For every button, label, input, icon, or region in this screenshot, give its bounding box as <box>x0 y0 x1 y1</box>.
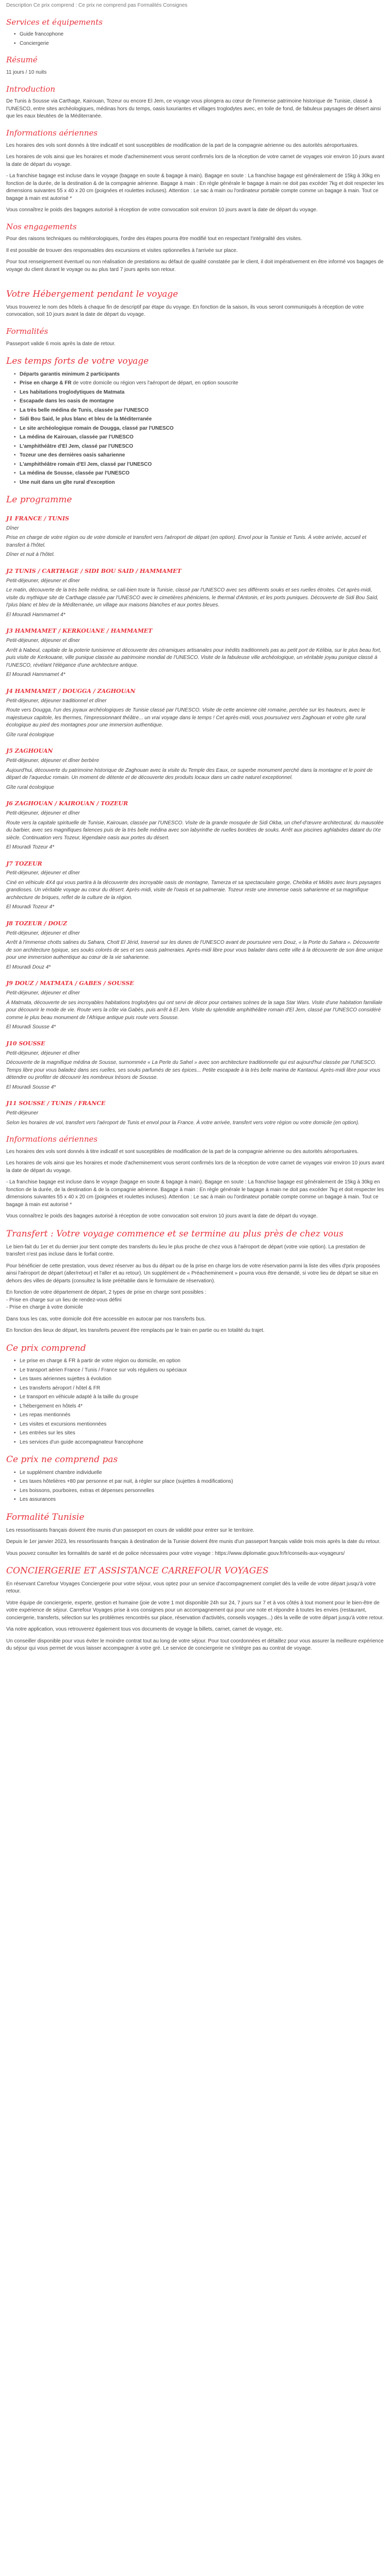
list-item: • Le supplément chambre individuelle <box>20 1469 385 1477</box>
list-item: • Le transport aérien France / Tunis / France sur vols réguliers ou spéciaux <box>20 1367 385 1375</box>
day-line: Aujourd'hui, découverte du patrimoine historique de Zaghouan avec la visite du Temple des Eaux, ce superbe monument perché dans la montagne et le point de départ de l'aqueduc romain. Un moment de détente et de découverte des produits locaux dans un cadre naturel exceptionnel. <box>6 767 373 781</box>
day-block <box>6 810 385 852</box>
formalite-paragraph: Vous pouvez consulter les formalités de santé et de police nécessaires pour votre voyage : https://www.diplomatie.gouv.fr/fr/conseils-aux-voyageurs/ <box>6 1550 345 1556</box>
list-item: • Les repas mentionnés <box>20 1412 385 1419</box>
day-block <box>6 990 385 1031</box>
list-item-bold: La très belle médina de Tunis, classée par l'UNESCO <box>20 407 149 413</box>
day-title: J2 TUNIS / CARTHAGE / SIDI BOU SAID / HAMMAMET <box>6 567 182 574</box>
transfert-paragraph: En fonction des lieux de départ, les transferts peuvent être remplacés par le train en partie ou en totalité du trajet. <box>6 1328 265 1334</box>
list-item-bold: Une nuit dans un gîte rural d'exception <box>20 479 115 485</box>
services-title: Services et équipements <box>6 17 103 27</box>
ne-comprend-list <box>6 1469 385 1504</box>
programme <box>6 515 385 1127</box>
hebergement-text: Vous trouverez le nom des hôtels à chaque fin de descriptif par étape du voyage. En fonction de la saison, ils vous seront communiqués à réception de votre convocation, soit 10 jours avant la date de départ du voyage. <box>6 304 364 318</box>
list-item: • Le prise en charge & FR à partir de votre région ou domicile, en option <box>20 1358 385 1365</box>
intro-title: Introduction <box>6 84 55 94</box>
day-block <box>6 1050 385 1092</box>
day-block <box>6 1110 385 1127</box>
conciergerie-paragraph: Un conseiller disponible pour vous éviter le moindre contrat tout au long de votre séjour. Pour tout coordonnées et détaillez pour vous assurer la meilleure expérience du séjour qui vous permet de vous laisser accompagner à votre gré. Le service de conciergerie ne s'intègre pas au contrat de voyage. <box>6 1638 384 1652</box>
transfert-paragraph: Pour bénéficier de cette prestation, vous devez réserver au bus du départ ou de la prise en charge lors de votre réservation parmi la liste des villes d'prix proposées ainsi l'aéroport de départ (aller/retour) et l'aller et au retour). Un supplément de « Préacheminement » pourra vous être demandé, si votre lieu de départ se situe en dehors des villes de départs (consultez la liste préétablie dans le formulaire de réservation). <box>6 1263 380 1284</box>
list-item <box>20 380 385 387</box>
info-paragraph: - La franchise bagage est incluse dans le voyage (bagage en soute & bagage à main). Bagage en soute : La franchise bagage est généralement de 15kg à 30kg en fonction de la durée, de la destination & de la compagnie aérienne. Bagage à main : En règle générale le bagage à main ne doit pas excéder 7kg et doit respecter les dimensions suivantes 55 x 40 x 20 cm (poignées et roulettes incluses). Attention : Le sac à main ou l'ordinateur portable compte comme un bagage à main. Tout ce bagage à main est autorisé * <box>6 173 384 201</box>
day-line: Gîte rural écologique <box>6 732 54 738</box>
temps-forts-list <box>6 371 385 487</box>
day-line: El Mouradi Sousse 4* <box>6 1024 56 1030</box>
formalite-paragraph: Depuis le 1er janvier 2023, les ressortissants français à destination de la Tunisie doivent être munis d'un passeport français valide trois mois après la date du retour. <box>6 1539 381 1545</box>
list-item <box>20 434 385 442</box>
transfert-title: Transfert : Votre voyage commence et se termine au plus près de chez vous <box>6 1228 344 1239</box>
day-line: Petit-déjeuner, déjeuner traditionnel et dîner <box>6 698 107 704</box>
day-line: Petit-déjeuner, déjeuner et dîner <box>6 870 80 876</box>
conciergerie-title: CONCIERGERIE ET ASSISTANCE CARREFOUR VOYAGES <box>6 1566 269 1577</box>
day-title: J6 ZAGHOUAN / KAIROUAN / TOZEUR <box>6 800 128 807</box>
list-item-bold: Les habitations troglodytiques de Matmata <box>20 389 125 395</box>
formalites-title: Formalités <box>6 326 48 336</box>
day-line: Prise en charge de votre région ou de votre domicile et transfert vers l'aéroport de départ (en option). Envol pour la Tunisie et Tunis. À votre arrivée, accueil et transfert à l'hôtel. <box>6 535 367 548</box>
day-line: Petit-déjeuner <box>6 1110 39 1116</box>
info-paragraph: Les horaires des vols sont donnés à titre indicatif et sont susceptibles de modification de la part de la compagnie aérienne ou des autorités aéroportuaires. <box>6 142 359 148</box>
comprend-title: Ce prix comprend <box>6 1343 86 1353</box>
info2-paragraph: Les horaires de vols ainsi que les horaires et mode d'acheminement vous seront confirmés lors de la réception de votre carnet de voyages voir environ 10 jours avant la date de départ du voyage. <box>6 1160 384 1174</box>
day-line: El Mouradi Sousse 4* <box>6 1084 56 1090</box>
list-item <box>20 407 385 415</box>
day-line: Petit-déjeuner, déjeuner et dîner <box>6 810 80 817</box>
transfert-paragraph: En fonction de votre département de départ, 2 types de prise en charge sont possibles : - Prise en charge sur un lieu de rendez-vous défini - Prise en charge à votre domicile <box>6 1290 207 1311</box>
list-item <box>20 389 385 397</box>
day-block <box>6 578 385 619</box>
list-item-bold: Tozeur une des dernières oasis saharienne <box>20 452 125 459</box>
conciergerie-paragraph: Via notre application, vous retrouverez également tous vos documents de voyage la billets, carnet, carnet de voyage, etc. <box>6 1626 283 1633</box>
temps-forts-title: Les temps forts de votre voyage <box>6 356 149 367</box>
day-title: J7 TOZEUR <box>6 860 42 867</box>
engagements-title: Nos engagements <box>6 222 77 231</box>
day-line: Petit-déjeuner, déjeuner et dîner <box>6 990 80 996</box>
day-line: Petit-déjeuner, déjeuner et dîner <box>6 1050 80 1056</box>
list-item-bold: Le site archéologique romain de Dougga, classé par l'UNESCO <box>20 425 174 431</box>
engagements-paragraph: Il est possible de trouver des responsables des excursions et visites optionnelles à l'arrivée sur place. <box>6 247 238 253</box>
info2-title: Informations aériennes <box>6 1134 98 1144</box>
conciergerie-paragraph: Votre équipe de conciergerie, experte, gestion et humaine (joie de votre 1 mot disponible 24h sur 24, 7 jours sur 7 et à vos côtés à tout moment pour le bien-être de votre expérience de séjour. Carrefour Voyages prise à vos consignes pour un accompagnement qui pour une note et répondre à toutes les envies (restaurant, conciergerie, transferts, sélection sur les problèmes rencontrés sur place, réservation d'activités, conseils voyages...) dès la veille de votre départ jusqu'à votre retour. <box>6 1600 384 1621</box>
list-item-bold: L'amphithéâtre romain d'El Jem, classé par l'UNESCO <box>20 461 152 467</box>
day-title: J1 FRANCE / TUNIS <box>6 515 69 522</box>
list-item <box>20 398 385 405</box>
day-title: J3 HAMMAMET / KERKOUANE / HAMMAMET <box>6 628 153 635</box>
conciergerie-paragraph: En réservant Carrefour Voyages Conciergerie pour votre séjour, vous optez pour un service d'accompagnement complet dès la veille de votre départ jusqu'à votre retour. <box>6 1581 376 1595</box>
day-line: El Mouradi Tozeur 4* <box>6 844 55 851</box>
day-block <box>6 757 385 791</box>
day-line: Arrêt à Nabeul, capitale de la poterie tunisienne et découverte des céramiques artisanales pour inédits traditionnels pas au petit port de Kélibia, sur le plus beau fort, puis visite de Kerkouane, ville punique classée au patrimoine mondial de l'UNESCO. Visite de la fabuleuse ville archéologique, un véritable joyau punique classé à l'UNESCO, révélant l'élégance d'une architecture antique. <box>6 647 382 668</box>
day-line: Le matin, découverte de la très belle médina, se cali-bien toute la Tunisie, classé par l'UNESCO avec ses différents souks et ses ruelles étroites. Cet après-midi, visite du mythique site de Carthage classée par l'UNESCO avec le cimetières phéniciens, le thermal d'Antonin, et les ports puniques. Découverte de Sidi Bou Saïd, l'plus blanc et bleu de la Méditerranée, un village aux maisons blanches et aux portes bleues. <box>6 587 379 608</box>
day-title: J4 HAMMAMET / DOUGGA / ZAGHOUAN <box>6 687 136 694</box>
day-line: Ciné en véhicule 4X4 qui vous partira à la découverte des incroyable oasis de montagne, Tamerza et sa spectaculaire gorge, Chebika et Midès avec leurs paysages grandioses. Un véritable voyage au cœur du désert. Après-midi, visite de l'oasis et sa palmeraie. Tozeur reste une immense oasis saharienne et sa magnifique architecture de briques, reflet de la culture de la région. <box>6 879 381 901</box>
day-line: Dîner et nuit à l'hôtel. <box>6 552 55 558</box>
list-item <box>20 470 385 478</box>
day-block <box>6 637 385 679</box>
list-item: • Les assurances <box>20 1496 385 1504</box>
list-item: • Conciergerie <box>20 40 385 48</box>
list-item <box>20 371 385 379</box>
list-item <box>20 452 385 460</box>
formalite-paragraph: Les ressortissants français doivent être munis d'un passeport en cours de validité pour entrer sur le territoire. <box>6 1527 255 1533</box>
list-item-bold: Prise en charge & FR <box>20 380 72 386</box>
day-line: Découverte de la magnifique médina de Sousse, surnommée « La Perle du Sahel » avec son architecture traditionnelle qui est aujourd'hui classée par l'UNESCO. Temps libre pour vous baladez dans ses ruelles, ses souks parfumés de ses épices... Petite escapade à la très belle marina de Kantaoui. Après-midi libre pour vous détendre ou profiter de découvrir les nombreux trésors de Sousse. <box>6 1060 381 1081</box>
day-line: Arrêt à l'immense chotts salines du Sahara, Chott El Jérid, traversé sur les dunes de l'UNESCO avant de poursuivre vers Douz, « la Porte du Sahara ». Découverte de son architecture typique, ses souks colorés de ses et ses oasis palmeraies. Après-midi libre pour vous balader dans cette ville à la découverte de son âme unique pour une immersion authentique au cœur de la vie saharienne. <box>6 940 383 961</box>
day-line: El Mouradi Douz 4* <box>6 964 51 970</box>
day-block <box>6 525 385 559</box>
list-item <box>20 479 385 487</box>
list-item-bold: Sidi Bou Said, le plus blanc et bleu de la Méditerranée <box>20 416 152 422</box>
list-item: • Les entrées sur les sites <box>20 1430 385 1437</box>
list-item: • Les taxes aériennes sujettes à évolution <box>20 1376 385 1383</box>
resume-text: 11 jours / 10 nuits <box>6 70 47 75</box>
info-paragraph: Les horaires de vols ainsi que les horaires et mode d'acheminement vous seront confirmés lors de la réception de votre carnet de voyages voir environ 10 jours avant la date de départ du voyage. <box>6 154 384 167</box>
list-item: • Le transport en véhicule adapté à la taille du groupe <box>20 1394 385 1401</box>
list-item-bold: La médina de Sousse, classée par l'UNESCO <box>20 470 130 477</box>
day-line: Petit-déjeuner, déjeuner et dîner berbère <box>6 758 100 764</box>
list-item <box>20 461 385 469</box>
day-line: Petit-déjeuner, déjeuner et dîner <box>6 578 80 584</box>
list-item: • L'hébergement en hôtels 4* <box>20 1403 385 1411</box>
day-title: J9 DOUZ / MATMATA / GABES / SOUSSE <box>6 980 134 987</box>
list-item-rest: de votre domicile ou région vers l'aéroport de départ, en option souscrite <box>71 380 238 386</box>
ne-comprend-title: Ce prix ne comprend pas <box>6 1454 118 1465</box>
list-item-bold: Escapade dans les oasis de montagne <box>20 398 114 404</box>
transfert-paragraph: Dans tous les cas, votre domicile doit être accessible en autocar par nos transferts bus. <box>6 1316 206 1322</box>
day-line: Selon les horaires de vol, transfert vers l'aéroport de Tunis et envol pour la France. À votre arrivée, transfert vers votre région ou votre domicile (en option). <box>6 1120 360 1126</box>
info2-paragraph: Les horaires des vols sont donnés à titre indicatif et sont susceptibles de modification de la part de la compagnie aérienne ou des autorités aéroportuaires. <box>6 1148 359 1155</box>
day-block <box>6 870 385 911</box>
list-item: • Les boissons, pourboires, extras et dépenses personnelles <box>20 1487 385 1495</box>
list-item-bold: La médina de Kairouan, classée par l'UNESCO <box>20 434 134 440</box>
formalite-tunisie-title: Formalité Tunisie <box>6 1512 85 1522</box>
list-item <box>20 416 385 423</box>
list-item: • Les transferts aéroport / hôtel & FR <box>20 1385 385 1393</box>
hebergement-title: Votre Hébergement pendant le voyage <box>6 289 178 300</box>
day-block <box>6 930 385 972</box>
list-item <box>20 425 385 433</box>
info2-paragraph: - La franchise bagage est incluse dans le voyage (bagage en soute & bagage à main). Bagage en soute : La franchise bagage est généralement de 15kg à 30kg en fonction de la durée, de la destination & de la compagnie aérienne. Bagage à main : En règle générale le bagage à main ne doit pas excéder 7kg et doit respecter les dimensions suivantes 55 x 40 x 20 cm (poignées et roulettes incluses). Attention : Le sac à main ou l'ordinateur portable compte comme un bagage à main. Tout ce bagage à main est autorisé * <box>6 1179 384 1208</box>
list-item: • Guide francophone <box>20 31 385 39</box>
day-line: Petit-déjeuner, déjeuner et dîner <box>6 930 80 936</box>
engagements-paragraph: Pour des raisons techniques ou météorologiques, l'ordre des étapes pourra être modifié tout en respectant l'intégralité des visites. <box>6 236 302 242</box>
day-line: Route vers la capitale spirituelle de Tunisie, Kairouan, classée par l'UNESCO. Visite de la grande mosquée de Sidi Okba, un chef-d'œuvre architectural, du mausolée du barbier, avec ses magnifiques faïences puis de la très belle médina avec son labyrinthe de ruelles bordées de souks. Arrêt aux piscines aghlabides datant du IXe siècle. Continuation vers Tozeur, légendaire oasis aux portes du désert. <box>6 820 384 841</box>
day-line: Gîte rural écologique <box>6 784 54 790</box>
formalites-text: Passeport valide 6 mois après la date de retour. <box>6 341 116 347</box>
programme-title: Le programme <box>6 495 72 505</box>
engagements-paragraph: Pour tout renseignement éventuel ou non réalisation de prestations au défaut de qualité constatée par le client, il doit impérativement en être informé vos bagages de voyage du client durant le voyage ou au plus tard 7 jours après son retour. <box>6 259 384 273</box>
list-item-bold: Départs garantis minimum 2 participants <box>20 371 120 377</box>
day-title: J5 ZAGHOUAN <box>6 748 53 755</box>
day-line: El Mouradi Hammamet 4* <box>6 672 66 678</box>
day-line: À Matmata, découverte de ses incroyables habitations troglodytes qui ont servi de décor pour certaines scènes de la saga Star Wars. Visite d'une habitation familiale pour découvrir le mode de vie. Route vers la côte via Gabès, puis arrêt à El Jem. Visite du splendide amphithéâtre romain d'El Jem, classé par l'UNESCO considéré comme le plus beau monument de l'Afrique antique puis route vers Sousse. <box>6 999 383 1021</box>
intro-text: De Tunis à Sousse via Carthage, Kairouan, Tozeur ou encore El Jem, ce voyage vous plongera au cœur de l'immense patrimoine historique de Tunisie, classé à l'UNESCO, entre sites archéologiques, médinas hors du temps, oasis luxuriantes et villages troglodytes avec, en toile de fond, de fabuleux paysages de désert ainsi que les eaux bleutées de la Méditerranée. <box>6 98 381 120</box>
info-title: Informations aériennes <box>6 128 98 138</box>
day-line: Dîner <box>6 525 19 531</box>
list-item <box>20 443 385 451</box>
day-line: Route vers Dougga, l'un des joyaux archéologiques de Tunisie classé par l'UNESCO. Visite de cette ancienne cité romaine, perchée sur les hauteurs, avec le majestueux capitole, les thermes, l'impressionnant théâtre... un vrai voyage dans le temps ! Cet après-midi, vous poursuivez vers Zaghouan et votre gîte rural écologique au pied des montagnes pour une immersion authentique. <box>6 707 366 728</box>
comprend-list <box>6 1358 385 1446</box>
services-list <box>6 31 385 47</box>
list-item-bold: L'amphithéâtre d'El Jem, classé par l'UNESCO <box>20 443 133 449</box>
day-title: J11 SOUSSE / TUNIS / FRANCE <box>6 1100 106 1107</box>
info2-paragraph: Vous connaîtrez le poids des bagages autorisé à réception de votre convocation soit environ 10 jours avant la date de départ du voyage. <box>6 1213 318 1219</box>
top-description: Description Ce prix comprend : Ce prix ne comprend pas Formalités Consignes <box>6 3 188 8</box>
transfert-paragraph: Le bien-fait du 1er et du dernier jour tient compte des transferts du lieu le plus proche de chez vous à l'aéroport de départ (votre voie option). La prestation de transfert n'est pas incluse dans le forfait contre. <box>6 1244 366 1258</box>
info-paragraph: Vous connaîtrez le poids des bagages autorisé à réception de votre convocation soit environ 10 jours avant la date de départ du voyage. <box>6 207 318 213</box>
list-item: • Les taxes hôtelières +80 par personne et par nuit, à régler sur place (sujettes à modifications) <box>20 1478 385 1486</box>
day-line: El Mouradi Hammamet 4* <box>6 612 66 618</box>
day-title: J8 TOZEUR / DOUZ <box>6 920 68 927</box>
list-item: • Les visites et excursions mentionnées <box>20 1421 385 1429</box>
day-line: Petit-déjeuner, déjeuner et dîner <box>6 638 80 644</box>
day-title: J10 SOUSSE <box>6 1040 45 1047</box>
day-line: El Mouradi Tozeur 4* <box>6 904 55 910</box>
list-item: • Les services d'un guide accompagnateur francophone <box>20 1439 385 1447</box>
resume-title: Résumé <box>6 55 38 65</box>
day-block <box>6 698 385 739</box>
